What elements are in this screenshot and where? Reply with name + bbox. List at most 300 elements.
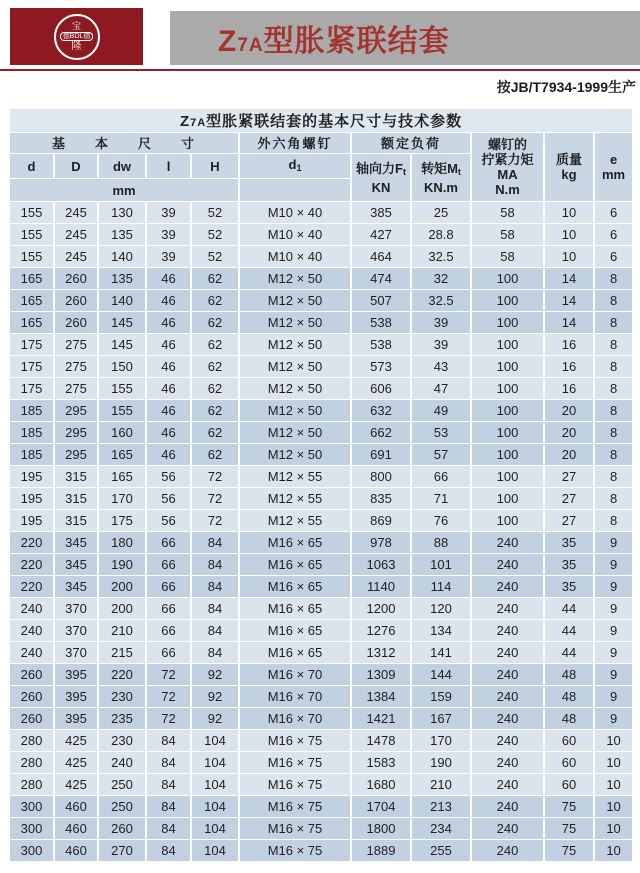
table-cell: 200 bbox=[98, 576, 146, 598]
table-cell: 8 bbox=[594, 334, 633, 356]
table-cell: 84 bbox=[146, 774, 191, 796]
table-cell: 9 bbox=[594, 708, 633, 730]
table-cell: 10 bbox=[594, 774, 633, 796]
table-cell: 175 bbox=[9, 334, 54, 356]
table-cell: 6 bbox=[594, 224, 633, 246]
brand-emblem-icon bbox=[54, 14, 100, 60]
table-cell: M16 × 70 bbox=[239, 664, 351, 686]
table-cell: 1680 bbox=[351, 774, 411, 796]
table-cell: 155 bbox=[9, 224, 54, 246]
table-cell: 14 bbox=[544, 312, 594, 334]
table-cell: 88 bbox=[411, 532, 471, 554]
table-row bbox=[9, 532, 633, 554]
table-cell: 190 bbox=[411, 752, 471, 774]
table-cell: 240 bbox=[471, 642, 544, 664]
table-cell: 58 bbox=[471, 246, 544, 268]
table-cell: 385 bbox=[351, 202, 411, 224]
table-cell: 66 bbox=[146, 620, 191, 642]
table-cell: 10 bbox=[594, 730, 633, 752]
page-title-suffix: 型胀紧联结套 bbox=[263, 25, 450, 58]
table-cell: 150 bbox=[98, 356, 146, 378]
table-cell: 72 bbox=[191, 466, 239, 488]
table-cell: 135 bbox=[98, 224, 146, 246]
table-cell: 100 bbox=[471, 356, 544, 378]
table-cell: 300 bbox=[9, 840, 54, 862]
table-cell: 144 bbox=[411, 664, 471, 686]
table-cell: 104 bbox=[191, 752, 239, 774]
table-cell: 8 bbox=[594, 466, 633, 488]
table-cell: 52 bbox=[191, 246, 239, 268]
table-cell: 240 bbox=[471, 774, 544, 796]
table-row bbox=[9, 620, 633, 642]
table-cell: 100 bbox=[471, 444, 544, 466]
table-cell: M12 × 50 bbox=[239, 444, 351, 466]
table-cell: 235 bbox=[98, 708, 146, 730]
table-cell: 84 bbox=[146, 818, 191, 840]
table-row bbox=[9, 708, 633, 730]
table-row bbox=[9, 378, 633, 400]
table-row bbox=[9, 774, 633, 796]
table-cell: 39 bbox=[411, 312, 471, 334]
table-cell: 92 bbox=[191, 708, 239, 730]
table-cell: 134 bbox=[411, 620, 471, 642]
table-cell: 190 bbox=[98, 554, 146, 576]
table-cell: 84 bbox=[191, 642, 239, 664]
table-cell: 14 bbox=[544, 290, 594, 312]
col-header-D: D bbox=[54, 154, 98, 179]
table-cell: 240 bbox=[471, 532, 544, 554]
table-cell: 53 bbox=[411, 422, 471, 444]
table-cell: 300 bbox=[9, 818, 54, 840]
table-cell: 10 bbox=[594, 796, 633, 818]
table-cell: 100 bbox=[471, 466, 544, 488]
table-cell: 170 bbox=[411, 730, 471, 752]
table-cell: 32.5 bbox=[411, 290, 471, 312]
table-cell: 6 bbox=[594, 202, 633, 224]
table-cell: 57 bbox=[411, 444, 471, 466]
table-cell: 185 bbox=[9, 444, 54, 466]
unit-empty-cell bbox=[239, 179, 351, 202]
table-cell: 92 bbox=[191, 664, 239, 686]
table-cell: 39 bbox=[146, 202, 191, 224]
table-cell: 8 bbox=[594, 400, 633, 422]
table-cell: 8 bbox=[594, 422, 633, 444]
table-cell: 58 bbox=[471, 202, 544, 224]
table-row bbox=[9, 268, 633, 290]
table-row bbox=[9, 290, 633, 312]
table-cell: 195 bbox=[9, 510, 54, 532]
col-header-l: l bbox=[146, 154, 191, 179]
table-cell: 100 bbox=[471, 488, 544, 510]
table-cell: 141 bbox=[411, 642, 471, 664]
table-cell: 8 bbox=[594, 488, 633, 510]
table-cell: 62 bbox=[191, 334, 239, 356]
table-row bbox=[9, 400, 633, 422]
table-cell: 275 bbox=[54, 378, 98, 400]
table-cell: 140 bbox=[98, 246, 146, 268]
table-cell: 48 bbox=[544, 708, 594, 730]
group-header-hex-screw: 外六角螺钉 bbox=[239, 133, 351, 154]
table-cell: 72 bbox=[191, 510, 239, 532]
table-cell: 240 bbox=[471, 796, 544, 818]
table-cell: 425 bbox=[54, 752, 98, 774]
table-cell: 800 bbox=[351, 466, 411, 488]
table-cell: 240 bbox=[471, 730, 544, 752]
table-cell: 215 bbox=[98, 642, 146, 664]
table-cell: 100 bbox=[471, 312, 544, 334]
table-cell: 60 bbox=[544, 730, 594, 752]
table-cell: 1140 bbox=[351, 576, 411, 598]
table-cell: 170 bbox=[98, 488, 146, 510]
table-cell: 62 bbox=[191, 356, 239, 378]
table-cell: 240 bbox=[471, 818, 544, 840]
table-cell: 395 bbox=[54, 686, 98, 708]
table-cell: 9 bbox=[594, 642, 633, 664]
table-cell: 27 bbox=[544, 510, 594, 532]
table-cell: M16 × 65 bbox=[239, 532, 351, 554]
table-cell: 75 bbox=[544, 796, 594, 818]
table-cell: 1421 bbox=[351, 708, 411, 730]
table-cell: 62 bbox=[191, 400, 239, 422]
table-cell: 62 bbox=[191, 422, 239, 444]
table-cell: 220 bbox=[9, 554, 54, 576]
table-cell: 46 bbox=[146, 400, 191, 422]
unit-mm: mm bbox=[9, 179, 239, 202]
table-cell: 62 bbox=[191, 290, 239, 312]
table-cell: 46 bbox=[146, 312, 191, 334]
table-cell: 49 bbox=[411, 400, 471, 422]
table-cell: 370 bbox=[54, 620, 98, 642]
table-cell: 104 bbox=[191, 730, 239, 752]
table-cell: 35 bbox=[544, 576, 594, 598]
table-cell: 48 bbox=[544, 664, 594, 686]
table-cell: 84 bbox=[191, 598, 239, 620]
table-row bbox=[9, 642, 633, 664]
table-cell: 16 bbox=[544, 334, 594, 356]
table-cell: M12 × 50 bbox=[239, 334, 351, 356]
table-cell: 39 bbox=[146, 224, 191, 246]
table-cell: 76 bbox=[411, 510, 471, 532]
table-cell: 175 bbox=[98, 510, 146, 532]
table-row bbox=[9, 796, 633, 818]
table-cell: 72 bbox=[146, 664, 191, 686]
table-cell: M16 × 70 bbox=[239, 686, 351, 708]
table-cell: 46 bbox=[146, 268, 191, 290]
table-cell: 167 bbox=[411, 708, 471, 730]
table-cell: 1478 bbox=[351, 730, 411, 752]
table-cell: 100 bbox=[471, 334, 544, 356]
table-cell: M16 × 75 bbox=[239, 730, 351, 752]
table-cell: 240 bbox=[471, 620, 544, 642]
col-header-tightening-torque: 螺钉的 拧紧力矩 MA N.m bbox=[471, 133, 544, 202]
spec-table-body bbox=[9, 202, 633, 862]
table-cell: 44 bbox=[544, 620, 594, 642]
table-cell: 155 bbox=[98, 378, 146, 400]
table-cell: 538 bbox=[351, 312, 411, 334]
page-title-model-sub: 7A bbox=[237, 35, 264, 56]
table-cell: 165 bbox=[98, 444, 146, 466]
table-cell: 230 bbox=[98, 730, 146, 752]
table-cell: 100 bbox=[471, 422, 544, 444]
table-cell: 165 bbox=[9, 268, 54, 290]
table-cell: 155 bbox=[9, 202, 54, 224]
table-cell: 20 bbox=[544, 422, 594, 444]
table-cell: 62 bbox=[191, 312, 239, 334]
table-cell: 260 bbox=[54, 268, 98, 290]
table-cell: 295 bbox=[54, 400, 98, 422]
table-cell: M16 × 65 bbox=[239, 554, 351, 576]
table-cell: 9 bbox=[594, 576, 633, 598]
table-cell: 260 bbox=[98, 818, 146, 840]
table-cell: 8 bbox=[594, 510, 633, 532]
table-cell: 101 bbox=[411, 554, 471, 576]
table-row bbox=[9, 356, 633, 378]
table-row bbox=[9, 312, 633, 334]
table-row bbox=[9, 554, 633, 576]
table-cell: 1309 bbox=[351, 664, 411, 686]
table-cell: 10 bbox=[594, 840, 633, 862]
table-cell: 474 bbox=[351, 268, 411, 290]
table-cell: 165 bbox=[98, 466, 146, 488]
table-cell: M12 × 50 bbox=[239, 268, 351, 290]
group-header-row bbox=[9, 133, 633, 154]
table-cell: 43 bbox=[411, 356, 471, 378]
table-cell: 155 bbox=[98, 400, 146, 422]
table-cell: 44 bbox=[544, 642, 594, 664]
table-cell: M16 × 75 bbox=[239, 752, 351, 774]
table-cell: 230 bbox=[98, 686, 146, 708]
table-cell: 220 bbox=[98, 664, 146, 686]
table-cell: 8 bbox=[594, 356, 633, 378]
table-row bbox=[9, 664, 633, 686]
col-header-axial-force: 轴向力Ft KN bbox=[351, 154, 411, 202]
table-cell: 16 bbox=[544, 378, 594, 400]
table-cell: 315 bbox=[54, 510, 98, 532]
table-row bbox=[9, 422, 633, 444]
table-cell: 84 bbox=[191, 576, 239, 598]
table-cell: M12 × 50 bbox=[239, 378, 351, 400]
table-row bbox=[9, 752, 633, 774]
table-cell: M10 × 40 bbox=[239, 224, 351, 246]
table-cell: 71 bbox=[411, 488, 471, 510]
table-cell: 691 bbox=[351, 444, 411, 466]
table-cell: 10 bbox=[544, 246, 594, 268]
table-cell: 46 bbox=[146, 290, 191, 312]
table-cell: 280 bbox=[9, 730, 54, 752]
table-cell: 155 bbox=[9, 246, 54, 268]
table-cell: 250 bbox=[98, 796, 146, 818]
table-cell: 464 bbox=[351, 246, 411, 268]
table-cell: 52 bbox=[191, 224, 239, 246]
table-cell: 8 bbox=[594, 378, 633, 400]
table-row bbox=[9, 730, 633, 752]
table-cell: 280 bbox=[9, 752, 54, 774]
table-cell: 104 bbox=[191, 840, 239, 862]
table-cell: 10 bbox=[594, 818, 633, 840]
table-cell: 10 bbox=[544, 224, 594, 246]
table-cell: 632 bbox=[351, 400, 411, 422]
table-cell: 345 bbox=[54, 554, 98, 576]
table-cell: 100 bbox=[471, 400, 544, 422]
table-cell: 240 bbox=[471, 840, 544, 862]
table-cell: 240 bbox=[9, 598, 54, 620]
table-cell: 10 bbox=[544, 202, 594, 224]
table-cell: 46 bbox=[146, 422, 191, 444]
col-header-mass: 质量 kg bbox=[544, 133, 594, 202]
brand-logo bbox=[10, 8, 143, 65]
col-header-d: d bbox=[9, 154, 54, 179]
table-cell: 260 bbox=[9, 686, 54, 708]
table-cell: M12 × 50 bbox=[239, 422, 351, 444]
table-cell: M12 × 50 bbox=[239, 400, 351, 422]
table-cell: 220 bbox=[9, 532, 54, 554]
table-cell: 84 bbox=[146, 730, 191, 752]
table-cell: 175 bbox=[9, 378, 54, 400]
table-cell: M16 × 65 bbox=[239, 642, 351, 664]
table-cell: 240 bbox=[471, 598, 544, 620]
table-cell: 46 bbox=[146, 334, 191, 356]
table-cell: 25 bbox=[411, 202, 471, 224]
table-cell: 32 bbox=[411, 268, 471, 290]
table-cell: 1276 bbox=[351, 620, 411, 642]
table-cell: 195 bbox=[9, 488, 54, 510]
table-cell: 72 bbox=[146, 708, 191, 730]
table-cell: 135 bbox=[98, 268, 146, 290]
table-cell: 84 bbox=[191, 620, 239, 642]
table-cell: 240 bbox=[9, 642, 54, 664]
table-cell: 72 bbox=[146, 686, 191, 708]
table-cell: 300 bbox=[9, 796, 54, 818]
table-cell: 315 bbox=[54, 488, 98, 510]
table-cell: 27 bbox=[544, 488, 594, 510]
table-cell: 145 bbox=[98, 312, 146, 334]
table-cell: 9 bbox=[594, 554, 633, 576]
table-cell: 66 bbox=[146, 554, 191, 576]
table-cell: 1704 bbox=[351, 796, 411, 818]
table-cell: M12 × 55 bbox=[239, 466, 351, 488]
table-row bbox=[9, 224, 633, 246]
table-cell: 20 bbox=[544, 444, 594, 466]
table-cell: 245 bbox=[54, 202, 98, 224]
table-cell: 100 bbox=[471, 378, 544, 400]
table-cell: 140 bbox=[98, 290, 146, 312]
table-cell: 280 bbox=[9, 774, 54, 796]
table-cell: 84 bbox=[191, 554, 239, 576]
divider-rule bbox=[0, 69, 640, 71]
table-cell: 159 bbox=[411, 686, 471, 708]
table-cell: 165 bbox=[9, 312, 54, 334]
table-cell: 835 bbox=[351, 488, 411, 510]
table-cell: 104 bbox=[191, 796, 239, 818]
table-cell: 60 bbox=[544, 752, 594, 774]
table-cell: 52 bbox=[191, 202, 239, 224]
table-row bbox=[9, 334, 633, 356]
table-row bbox=[9, 488, 633, 510]
table-cell: 100 bbox=[471, 268, 544, 290]
table-cell: 104 bbox=[191, 818, 239, 840]
table-cell: 978 bbox=[351, 532, 411, 554]
table-cell: 35 bbox=[544, 532, 594, 554]
table-cell: 48 bbox=[544, 686, 594, 708]
table-cell: 240 bbox=[471, 752, 544, 774]
table-cell: 395 bbox=[54, 664, 98, 686]
table-cell: 75 bbox=[544, 818, 594, 840]
table-cell: M12 × 50 bbox=[239, 356, 351, 378]
table-row bbox=[9, 840, 633, 862]
table-cell: 75 bbox=[544, 840, 594, 862]
table-cell: 84 bbox=[191, 532, 239, 554]
table-cell: 62 bbox=[191, 444, 239, 466]
table-cell: 345 bbox=[54, 532, 98, 554]
table-cell: 275 bbox=[54, 356, 98, 378]
table-cell: 56 bbox=[146, 466, 191, 488]
table-cell: 295 bbox=[54, 444, 98, 466]
table-cell: 60 bbox=[544, 774, 594, 796]
table-cell: 32.5 bbox=[411, 246, 471, 268]
table-cell: M16 × 65 bbox=[239, 576, 351, 598]
table-cell: M16 × 75 bbox=[239, 818, 351, 840]
table-cell: 66 bbox=[146, 642, 191, 664]
table-cell: 220 bbox=[9, 576, 54, 598]
table-cell: 240 bbox=[471, 554, 544, 576]
table-cell: 47 bbox=[411, 378, 471, 400]
table-cell: M16 × 65 bbox=[239, 598, 351, 620]
table-cell: 210 bbox=[98, 620, 146, 642]
table-cell: 9 bbox=[594, 686, 633, 708]
table-cell: 104 bbox=[191, 774, 239, 796]
table-cell: M16 × 70 bbox=[239, 708, 351, 730]
table-cell: 9 bbox=[594, 620, 633, 642]
table-cell: 46 bbox=[146, 356, 191, 378]
table-cell: 240 bbox=[471, 664, 544, 686]
page-title-prefix: Z bbox=[218, 25, 238, 58]
table-cell: 460 bbox=[54, 840, 98, 862]
table-cell: 1200 bbox=[351, 598, 411, 620]
table-cell: 869 bbox=[351, 510, 411, 532]
table-row bbox=[9, 818, 633, 840]
table-cell: 27 bbox=[544, 466, 594, 488]
table-cell: 9 bbox=[594, 664, 633, 686]
table-cell: 234 bbox=[411, 818, 471, 840]
table-cell: 240 bbox=[9, 620, 54, 642]
table-row bbox=[9, 202, 633, 224]
table-cell: 8 bbox=[594, 444, 633, 466]
table-cell: 240 bbox=[471, 576, 544, 598]
table-row bbox=[9, 686, 633, 708]
table-cell: 62 bbox=[191, 378, 239, 400]
logo-text-top: 宝 bbox=[71, 20, 81, 31]
table-cell: M16 × 75 bbox=[239, 796, 351, 818]
table-row bbox=[9, 444, 633, 466]
table-cell: 56 bbox=[146, 510, 191, 532]
col-header-H: H bbox=[191, 154, 239, 179]
table-cell: 20 bbox=[544, 400, 594, 422]
table-cell: 245 bbox=[54, 246, 98, 268]
col-header-torque: 转矩Mt KN.m bbox=[411, 154, 471, 202]
table-cell: 130 bbox=[98, 202, 146, 224]
table-cell: 1384 bbox=[351, 686, 411, 708]
table-cell: 370 bbox=[54, 642, 98, 664]
table-title-prefix: Z bbox=[179, 113, 191, 130]
table-cell: 507 bbox=[351, 290, 411, 312]
table-cell: 240 bbox=[471, 708, 544, 730]
table-cell: 1063 bbox=[351, 554, 411, 576]
table-cell: M16 × 75 bbox=[239, 840, 351, 862]
logo-text-bottom: 隆 bbox=[71, 40, 82, 52]
table-cell: M10 × 40 bbox=[239, 202, 351, 224]
col-header-d1: d1 bbox=[239, 154, 351, 179]
table-cell: 275 bbox=[54, 334, 98, 356]
